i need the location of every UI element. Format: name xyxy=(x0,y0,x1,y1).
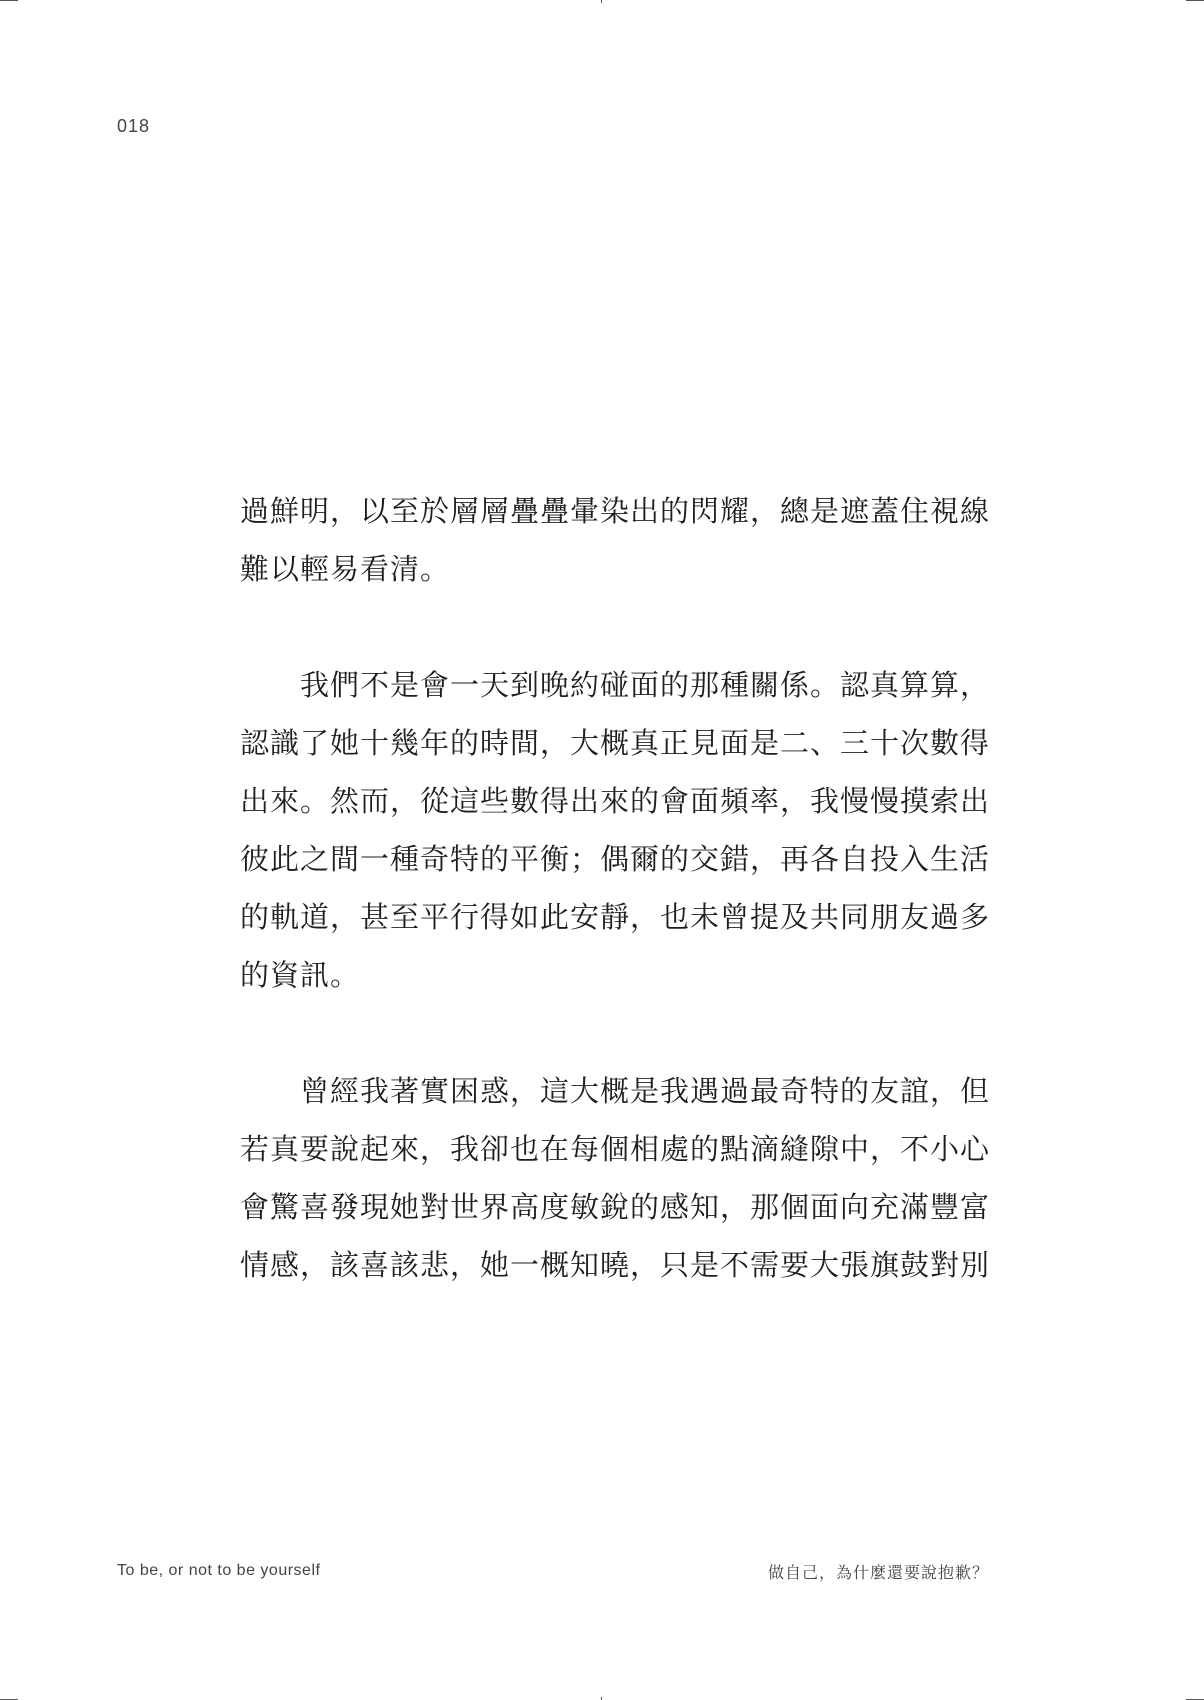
text-line: 情感，該喜該悲，她一概知曉，只是不需要大張旗鼓對別 xyxy=(240,1248,991,1282)
text-line: 我們不是會一天到晚約碰面的那種關係。認真算算， xyxy=(300,668,991,702)
text-line: 出來。然而，從這些數得出來的會面頻率，我慢慢摸索出 xyxy=(240,784,991,818)
paragraph-gap xyxy=(240,598,1000,656)
text-line: 曾經我著實困惑，這大概是我遇過最奇特的友誼，但 xyxy=(300,1074,991,1108)
footer-book-title-english: To be, or not to be yourself xyxy=(117,1562,321,1579)
text-line: 會驚喜發現她對世界高度敏銳的感知，那個面向充滿豐富 xyxy=(240,1190,991,1224)
footer-book-title-chinese: 做自己，為什麼還要說抱歉？ xyxy=(767,1563,989,1582)
paragraph-gap xyxy=(240,1004,1000,1062)
text-line: 若真要說起來，我卻也在每個相處的點滴縫隙中，不小心 xyxy=(240,1132,991,1166)
crop-mark-top-center xyxy=(601,0,602,3)
text-line: 認識了她十幾年的時間，大概真正見面是二、三十次數得 xyxy=(240,726,991,760)
text-line: 的軌道，甚至平行得如此安靜，也未曾提及共同朋友過多 xyxy=(240,900,991,934)
crop-mark-top-right xyxy=(1186,0,1204,1)
page-number: 018 xyxy=(117,116,151,136)
crop-mark-top-left xyxy=(0,0,18,1)
body-text xyxy=(240,482,1000,1294)
text-line: 彼此之間一種奇特的平衡；偶爾的交錯，再各自投入生活 xyxy=(240,842,991,876)
text-line: 的資訊。 xyxy=(240,958,361,992)
text-line: 過鮮明，以至於層層疊疊暈染出的閃耀，總是遮蓋住視線 xyxy=(240,494,991,528)
text-line: 難以輕易看清。 xyxy=(240,552,451,586)
